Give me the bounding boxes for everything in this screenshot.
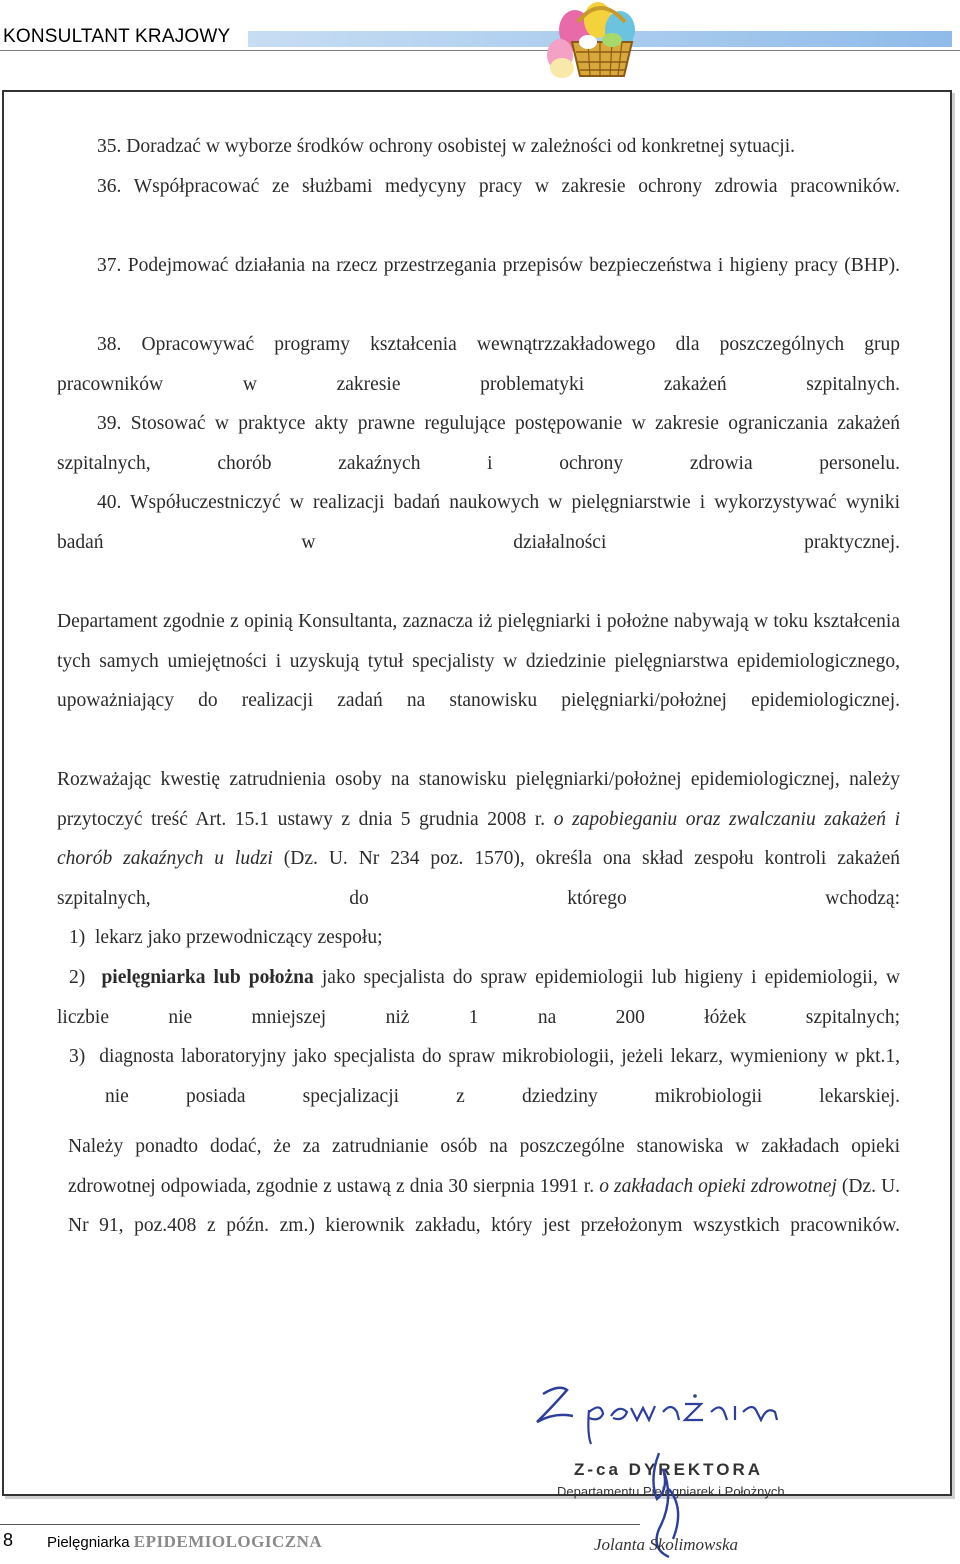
- footer-divider: [0, 1524, 640, 1525]
- list-item: 40. Współuczestniczyć w realizacji badań naukowych w pielęgniarstwie i wykorzystywać wyniki badań w działalności praktycznej.: [57, 492, 900, 553]
- list-item: 37. Podejmować działania na rzecz przestrzegania przepisów bezpieczeństwa i higieny pracy (BHP).: [97, 255, 901, 276]
- signatory-title: Z-ca DYREKTORA: [574, 1460, 764, 1479]
- paragraph: Rozważając kwestię zatrudnienia osoby na stanowisku pielęgniarki/położnej epidemiologicznej, należy przytoczyć treść Art. 15.1 ustawy z dnia 5 grudnia 2008 r. o zapobieganiu oraz zwalczaniu zakażeń i chorób zakaźnych u ludzi (Dz. U. Nr 234 poz. 1570), określa ona skład zespołu kontroli zakażeń szpitalnych, do którego wchodzą:: [57, 769, 901, 909]
- signatory-department: Departamentu Pielęgniarek i Położnych: [557, 1484, 785, 1499]
- list-item: 2) pielęgniarka lub położna jako specjalista do spraw epidemiologii lub higieny i epidemiologii, w liczbie nie mniejszej niż 1 na 200 łóżek szpitalnych;: [57, 967, 901, 1028]
- header-divider: [0, 50, 960, 51]
- header-title: KONSULTANT KRAJOWY: [3, 26, 231, 47]
- list-item: 39. Stosować w praktyce akty prawne regulujące postępowanie w zakresie ograniczania zakażeń szpitalnych, chorób zakaźnych i ochrony zdrowia personelu.: [57, 413, 900, 474]
- list-item: 35. Doradzać w wyborze środków ochrony osobistej w zależności od konkretnej sytuacji.: [97, 136, 796, 157]
- list-item: 38. Opracowywać programy kształcenia wewnątrzzakładowego dla poszczególnych grup pracowników w zakresie problematyki zakażeń szpitalnych.: [57, 334, 901, 395]
- magazine-name: Pielęgniarka EPIDEMIOLOGICZNA: [47, 1532, 323, 1551]
- signatory-name: Jolanta Skolimowska: [594, 1535, 739, 1554]
- page-number: 8: [3, 1530, 14, 1550]
- handwritten-signature: [529, 1382, 789, 1452]
- easter-basket-icon: [540, 0, 658, 82]
- paragraph: Departament zgodnie z opinią Konsultanta, zaznacza iż pielęgniarki i położne nabywają w toku kształcenia tych samych umiejętności i uzyskują tytuł specjalisty w dziedzinie pielęgniarstwa epidemiologicznego, upoważniający do realizacji zadań na stanowisku pielęgniarki/położnej epidemiologicznej.: [57, 611, 900, 711]
- list-item: 3) diagnosta laboratoryjny jako specjalista do spraw mikrobiologii, jeżeli lekarz, wymieniony w pkt.1, nie posiada specjalizacji z dziedziny mikrobiologii lekarskiej.: [69, 1046, 901, 1107]
- magazine-brand: EPIDEMIOLOGICZNA: [133, 1532, 323, 1551]
- list-item: 1) lekarz jako przewodniczący zespołu;: [69, 927, 383, 948]
- paragraph: Należy ponadto dodać, że za zatrudnianie osób na poszczególne stanowiska w zakładach opieki zdrowotnej odpowiada, zgodnie z ustawą z dnia 30 sierpnia 1991 r. o zakładach opieki zdrowotnej (Dz. U. Nr 91, poz.408 z późn. zm.) kierownik zakładu, który jest przełożonym wszystkich pracowników.: [68, 1136, 901, 1236]
- list-item: 36. Współpracować ze służbami medycyny pracy w zakresie ochrony zdrowia pracowników.: [97, 176, 900, 197]
